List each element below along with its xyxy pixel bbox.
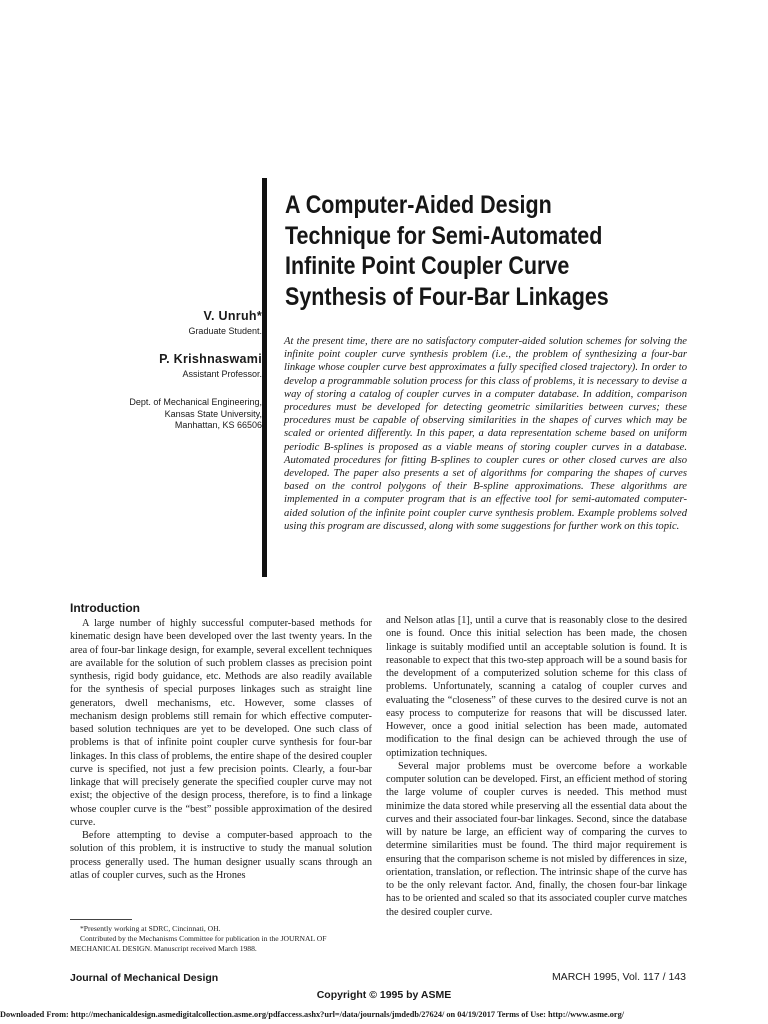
body-paragraph: Before attempting to devise a computer-based approach to the solution of this problem, it is instructive to study the manual solution process generally used. The human designer usually scans through an atlas of coupler curves, such as the Hrones [70,830,372,881]
body-paragraph: Several major problems must be overcome before a workable computer solution can be developed. First, an efficient method of storing the large volume of coupler curves is needed. This method must minimize the data stored while preserving all the essential data about the curves and their associated four-bar linkages. Second, since the database will by nature be large, an efficient way of comparing the curves to determine similarities must be found. The third major requirement is ensuring that the comparison scheme is not misled by differences in size, orientation, translation, or reflection. The intrinsic shape of the curve has to be the only relevant factor. And, finally, the chosen four-bar linkage has to be oriented and scaled so that its associated coupler curve matches the desired coupler curve. [386,760,687,918]
body-paragraph: A large number of highly successful computer-based methods for kinematic design have been developed over the last twenty years. In the area of four-bar linkage design, for example, several excellent techniques are available for the solution of such problem classes as precision point synthesis, rigid body guidance, etc. Methods are also readily available for the synthesis of special purposes linkages such as straight line generators, dwell mechanisms, etc. However, some classes of mechanism design problems still remain for which effective computer-based solution techniques are yet to be developed. One such class of problems is that of infinite point coupler curve synthesis for four-bar linkages. In this class of problems, the entire shape of the desired coupler curve is specified, not just a few precision points. Clearly, a four-bar linkage that will precisely generate the specified coupler curve may not exist; the objective of the design process, therefore, is to find a linkage whose coupler curve is the “best” possible approximation of the desired curve. [70,618,372,828]
author-name: V. Unruh* [203,309,262,323]
paper-title [285,190,646,312]
issue-info: MARCH 1995, Vol. 117 / 143 [551,971,686,983]
body-paragraph: and Nelson atlas [1], until a curve that is reasonably close to the desired one is found. Once this initial selection has been made, the chosen linkage is suitably modified until an acceptable solution is found. It is reasonable to expect that this two-step approach will be a sound basis for the development of a computerized solution scheme for this class of problems. Unfortunately, scanning a catalog of coupler curves and evaluating the “closeness” of these curves to the desired curve is not an easy process to computerize for reasons that will be discussed later. However, once a good initial selection has been made, automated modification to the final design can be achieved through the use of optimization techniques. [386,615,687,759]
affiliation [62,397,262,432]
download-notice: Downloaded From: http://mechanicaldesign.asmedigitalcollection.asme.org/pdfaccess.ashx?url=/data/journals/jmdedb/27624/ on 04/19/2017 Terms of Use: http://www.asme.org/ [0,1010,625,1019]
body-column-left [70,617,372,882]
footnote: *Presently working at SDRC, Cincinnati, OH. [80,924,221,933]
author-role: Assistant Professor. [182,369,262,379]
footnote: Contributed by the Mechanisms Committee for publication in the JOURNAL OF MECHANICAL DESIGN. Manuscript received March 1988. [70,934,327,953]
title-line: Infinite Point Coupler Curve [285,252,570,280]
footnote-divider [70,919,132,920]
author-role: Graduate Student. [188,326,262,336]
title-vertical-rule [262,178,267,577]
footnotes [70,924,372,954]
affiliation-line: Dept. of Mechanical Engineering, [129,397,262,407]
title-line: Technique for Semi-Automated [285,221,603,250]
affiliation-line: Manhattan, KS 66506 [174,420,262,430]
copyright-notice: Copyright © 1995 by ASME [316,989,452,1001]
abstract: At the present time, there are no satisfactory computer-aided solution schemes for solving the infinite point coupler curve synthesis problem (i.e., the problem of synthesizing a four-bar linkage whose coupler curve best approximates a fully specified closed trajectory). In order to develop a programmable solution process for this class of problems, it is necessary to devise a way of storing a catalog of coupler curves in a computer database. In addition, comparison procedures must be developed for detecting geometric similarities between curves; these procedures must be capable of observing similarities in the shapes of curves which may be scaled or oriented differently. In this paper, a data representation scheme based on uniform periodic B-splines is proposed as a viable means of storing coupler curves in a database. Automated procedures for fitting B-splines to coupler cures or other closed curves are also developed. The paper also presents a set of algorithms for comparing the shapes of curves based on the control polygons of their B-spline approximations. These algorithms are implemented in a computer program that is an effective tool for semi-automated computer-aided solution of the infinite point coupler curve synthesis problem. Example problems solved using this program are discussed, along with some suggestions for further work on this topic. [284,336,687,532]
title-line: Synthesis of Four-Bar Linkages [285,282,609,311]
section-heading-introduction: Introduction [70,601,140,615]
affiliation-line: Kansas State University, [164,408,262,419]
author-block [62,309,262,432]
author-name: P. Krishnaswami [159,352,262,366]
journal-name: Journal of Mechanical Design [70,972,219,984]
body-column-right [386,614,687,919]
title-line: A Computer-Aided Design [285,191,552,219]
